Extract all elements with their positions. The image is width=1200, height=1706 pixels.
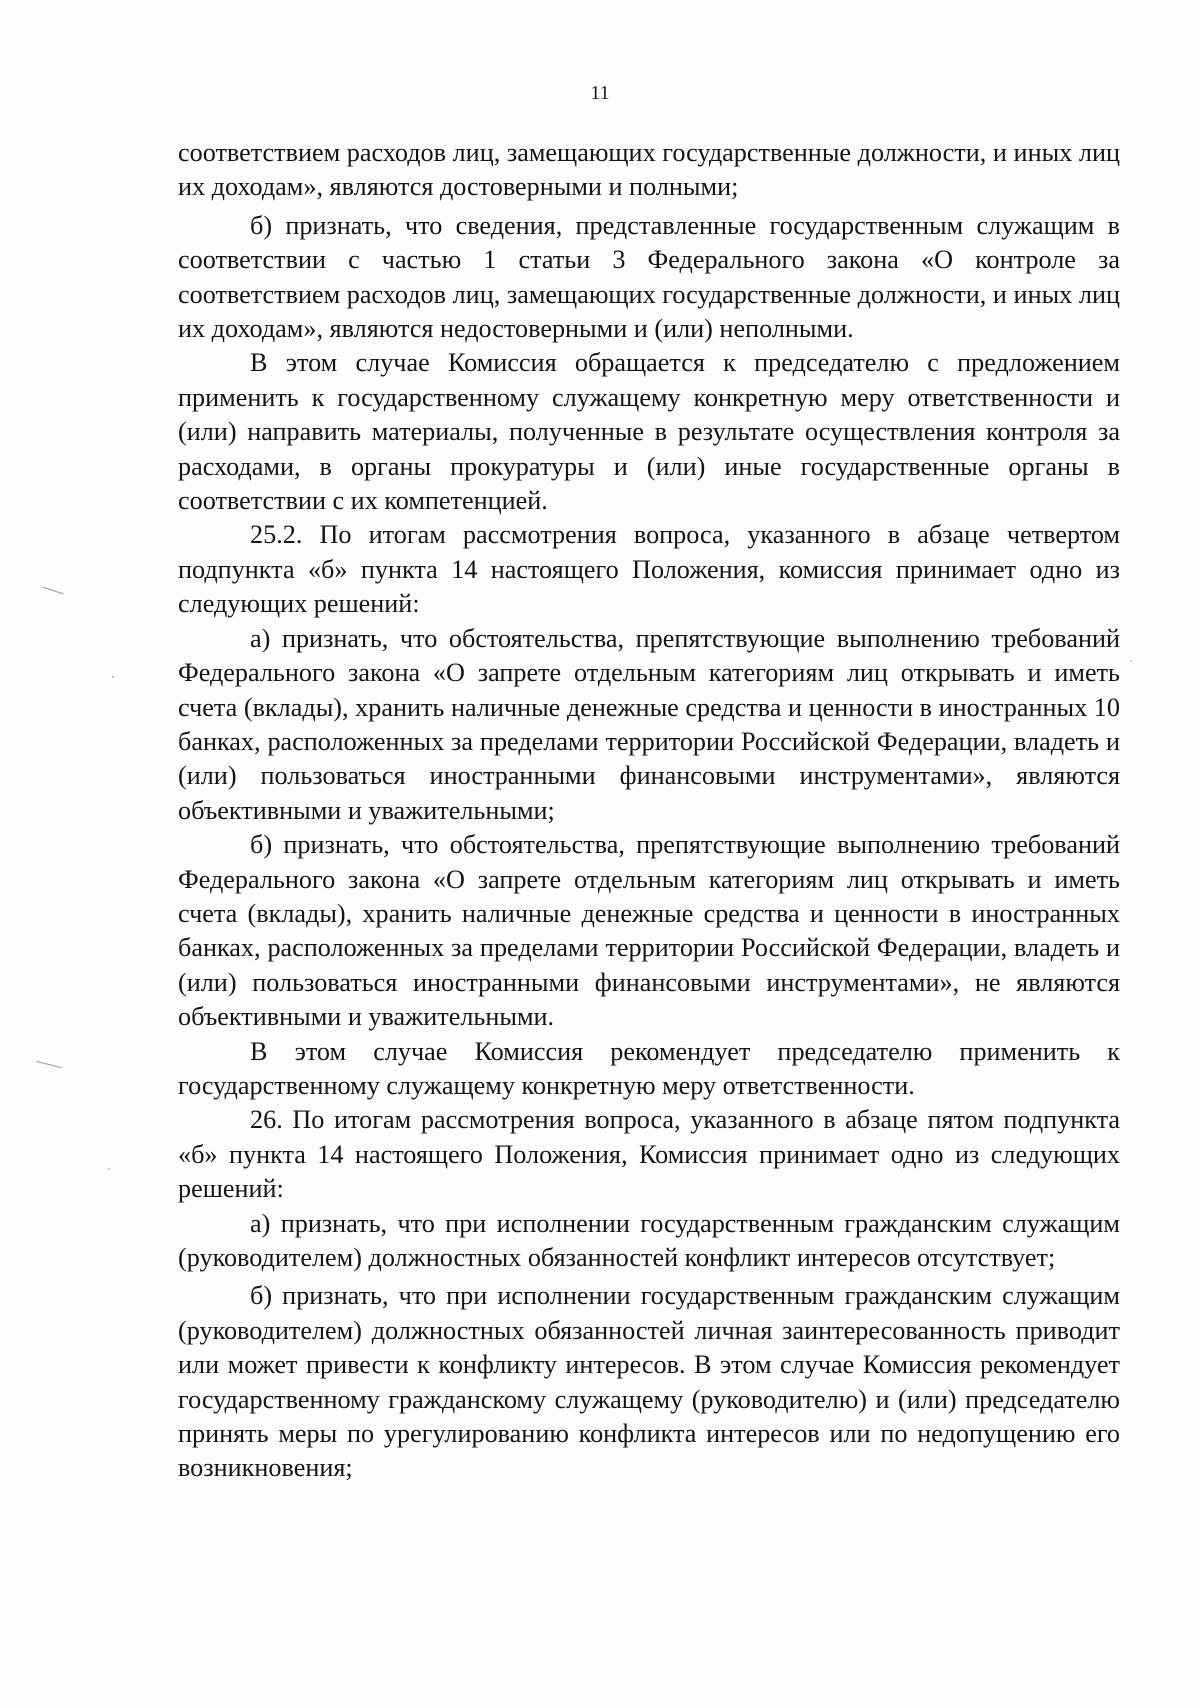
paragraph-26: 26. По итогам рассмотрения вопроса, указанного в абзаце пятом подпункта «б» пункта 14 настоящего Положения, Комиссия принимает одно из следующих решений:: [178, 1105, 1120, 1204]
paragraph-25-2-a: а) признать, что обстоятельства, препятствующие выполнению требований Федерального закона «О запрете отдельным категориям лиц открывать и иметь счета (вклады), хранить наличные денежные средства и ценности в иностранных 10 банках, расположенных за пределами территории Российской Федерации, владеть и (или) пользоваться иностранными финансовыми инструментами», являются объективными и уважительными;: [178, 623, 1120, 825]
scan-mark: [42, 587, 63, 595]
document-body: [178, 136, 1120, 1486]
paragraph-26-a: а) признать, что при исполнении государственным гражданским служащим (руководителем) должностных обязанностей конфликт интересов отсутствует;: [178, 1208, 1120, 1272]
page-number: 11: [590, 82, 610, 104]
paragraph-25-2-b: б) признать, что обстоятельства, препятствующие выполнению требований Федерального закона «О запрете отдельным категориям лиц открывать и иметь счета (вклады), хранить наличные денежные средства и ценности в иностранных банках, расположенных за пределами территории Российской Федерации, владеть и (или) пользоваться иностранными финансовыми инструментами», не являются объективными и уважительными.: [178, 830, 1120, 1032]
scan-speck: [112, 676, 114, 678]
paragraph-26-b: б) признать, что при исполнении государственным гражданским служащим (руководителем) должностных обязанностей личная заинтересованность приводит или может привести к конфликту интересов. В этом случае Комиссия рекомендует государственному гражданскому служащему (руководителю) и (или) председателю принять меры по урегулированию конфликта интересов или по недопущению его возникновения;: [178, 1281, 1120, 1483]
scan-speck: [108, 1168, 110, 1170]
paragraph-continuation: соответствием расходов лиц, замещающих государственные должности, и иных лиц их доходам», являются достоверными и полными;: [178, 138, 1120, 202]
paragraph-clause-b: б) признать, что сведения, представленные государственным служащим в соответствии с частью 1 статьи 3 Федерального закона «О контроле за соответствием расходов лиц, замещающих государственные должности, и иных лиц их доходам», являются недостоверными и (или) неполными.: [178, 210, 1120, 344]
scan-mark: [36, 1061, 61, 1068]
scan-speck: [1130, 660, 1132, 662]
paragraph-commission-referral: В этом случае Комиссия обращается к председателю с предложением применить к государственному служащему конкретную меру ответственности и (или) направить материалы, полученные в результате осуществления контроля за расходами, в органы прокуратуры и (или) иные государственные органы в соответствии с их компетенцией.: [178, 348, 1120, 516]
paragraph-25-2: 25.2. По итогам рассмотрения вопроса, указанного в абзаце четвертом подпункта «б» пункта 14 настоящего Положения, комиссия принимает одно из следующих решений:: [178, 520, 1120, 619]
paragraph-commission-recommendation: В этом случае Комиссия рекомендует председателю применить к государственному служащему конкретную меру ответственности.: [178, 1036, 1120, 1100]
